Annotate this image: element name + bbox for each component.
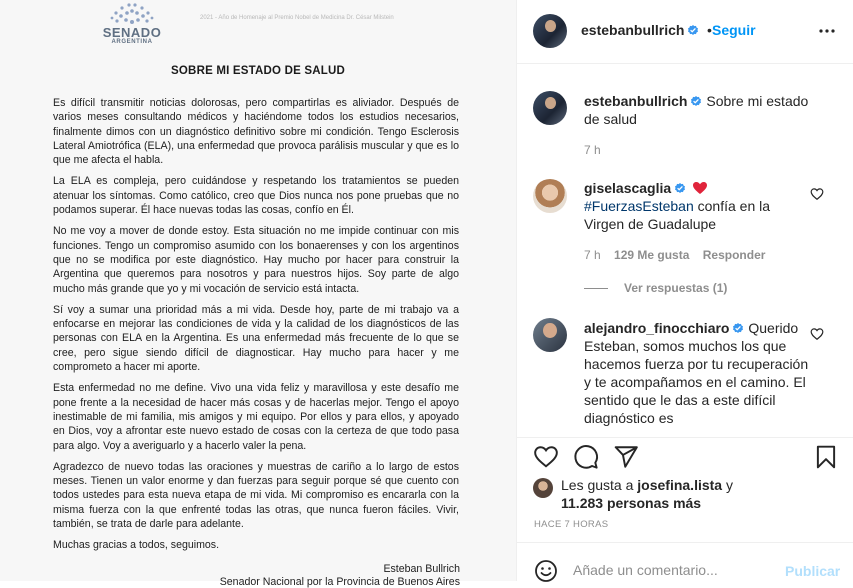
comment-username[interactable]: giselascaglia [584, 180, 672, 196]
avatar[interactable] [533, 179, 567, 213]
comments-list[interactable] [517, 65, 853, 437]
header-separator: • [707, 22, 712, 38]
caption-username[interactable]: estebanbullrich [584, 93, 688, 109]
comment-body: confía en la Virgen de Guadalupe [584, 198, 771, 232]
verified-badge-icon [732, 322, 744, 334]
post-header [517, 0, 853, 64]
likes-middle: y [722, 477, 733, 493]
header-user [581, 22, 699, 38]
post-time[interactable]: HACE 7 HORAS [534, 519, 609, 530]
caption-text [584, 92, 814, 128]
like-heart-icon[interactable] [533, 444, 559, 470]
view-replies-button[interactable] [584, 281, 727, 295]
view-replies-label: Ver respuestas (1) [624, 281, 728, 295]
likes-user[interactable]: josefina.lista [637, 477, 723, 493]
document-motto: 2021 - Año de Homenaje al Premio Nobel de Medicina Dr. César Milstein [200, 15, 394, 21]
document-body [53, 96, 459, 560]
comment-text [584, 319, 814, 427]
red-heart-emoji-icon [692, 181, 708, 195]
avatar[interactable] [533, 14, 567, 48]
caption-meta [584, 143, 611, 157]
document-paragraph: La ELA es compleja, pero cuidándose y respetando los tratamientos se pueden atenuar los síntomas. Como católico, creo que Dios nunca nos pone pruebas que no podamos superar. Él hace nuevas todas las cosas, confío en Él. [53, 175, 459, 217]
post-actions [517, 437, 853, 475]
senado-emblem-icon [108, 2, 156, 26]
document-title: SOBRE MI ESTADO DE SALUD [171, 65, 345, 77]
document-paragraph: Sí voy a sumar una prioridad más a mi vida. Desde hoy, parte de mi trabajo va a enfocarse en mejorar las condiciones de vida y la calidad de los diagnósticos de las personas con ELA en la Argentina. Es una enfermedad más frecuente de lo que se cree, pero sigue siendo difícil de diagnosticar. Hay mucho para hacer y me comprometo a hacer mi aporte. [53, 303, 459, 374]
verified-badge-icon [690, 95, 702, 107]
post-panel [516, 0, 852, 581]
avatar[interactable] [533, 318, 567, 352]
header-username[interactable]: estebanbullrich [581, 22, 685, 38]
verified-badge-icon [674, 182, 686, 194]
comment-meta [584, 248, 775, 262]
comment-text [584, 179, 814, 233]
comment-hashtag[interactable]: #FuerzasEsteban [584, 198, 694, 214]
comment-username[interactable]: alejandro_finocchiaro [584, 320, 730, 336]
follow-button[interactable]: Seguir [712, 22, 756, 38]
comment-time[interactable]: 7 h [584, 248, 601, 262]
document-header [0, 0, 516, 50]
document-signature: Esteban Bullrich [383, 563, 460, 575]
more-options-icon[interactable] [817, 22, 837, 40]
avatar[interactable] [533, 478, 553, 498]
publish-button[interactable]: Publicar [785, 563, 841, 579]
document-signature-title: Senador Nacional por la Provincia de Buenos Aires [219, 576, 460, 588]
caption-time[interactable]: 7 h [584, 143, 601, 157]
replies-divider [584, 288, 608, 289]
document-paragraph: Agradezco de nuevo todas las oraciones y muestras de cariño a lo largo de estos meses. Tienen un valor enorme y dan fuerzas para seguir porque sé que cuento con todos ustedes para esta nueva etapa de mi vida. Mi compromiso es encararla con la misma fuerza con la que enfrenté todas las otras, que nunca fueron fáciles. Vivir, también, se trata de darle para adelante. [53, 460, 459, 531]
comment-likes[interactable]: 129 Me gusta [614, 248, 690, 262]
save-bookmark-icon[interactable] [813, 444, 839, 470]
document-paragraph: Es difícil transmitir noticias dolorosas, pero compartirlas es aliviador. Después de varios meses consultando médicos y haciéndome todos los estudios necesarios, finalmente dimos con un diagnóstico definitivo sobre mi condición. Tengo Esclerosis Lateral Amiotrófica (ELA), una enfermedad que provoca parálisis muscular y que es lo que me afecta el habla. [53, 97, 459, 167]
senado-logo-name: SENADO [102, 25, 162, 40]
reply-button[interactable]: Responder [702, 248, 766, 262]
document-paragraph: Muchas gracias a todos, seguimos. [53, 539, 220, 552]
comment-input[interactable] [573, 557, 773, 583]
senado-logo [100, 2, 164, 48]
likes-line-1 [561, 476, 851, 494]
comment-bubble-icon[interactable] [573, 444, 599, 470]
comment-body: Querido Esteban, somos muchos los que hacemos fuerza por tu recuperación y te acompañamos en el camino. El sentido que le das a este difícil diagnóstico es [584, 320, 809, 426]
emoji-icon[interactable] [534, 559, 558, 583]
likes-prefix: Les gusta a [561, 477, 638, 493]
share-send-icon[interactable] [613, 444, 639, 470]
document-paragraph: Esta enfermedad no me define. Vivo una vida feliz y maravillosa y este desafío me pone frente a la necesidad de hacer más cosas y de hacerlas mejor. Tengo el apoyo inestimable de mi familia, mis amigos y mi equipo. Por ellos y para ellos, y apoyado en Dios, voy a afrontar este nuevo estado de cosas con la certeza de que todo pasa para algo. Voy a averiguarlo y a hacerlo valer la pena. [53, 382, 459, 452]
comment-like-icon[interactable] [810, 187, 824, 201]
verified-badge-icon [687, 24, 699, 36]
caption-body: Sobre mi estado de salud [584, 93, 809, 127]
comment-like-icon[interactable] [810, 327, 824, 341]
add-comment-bar [517, 542, 853, 581]
avatar[interactable] [533, 91, 567, 125]
likes-others[interactable]: 11.283 personas más [561, 495, 702, 511]
document-paragraph: No me voy a mover de donde estoy. Esta situación no me impide continuar con mis funciones. Tengo un compromiso asumido con los bonaerenses y con los argentinos que no se modifica por este diagnóstico. Hay mucho por hacer para construir la Argentina que queremos para nosotros y para nuestros hijos. Soy parte de algo mucho más grande que yo y mi vocación de servicio está intacta. [53, 225, 459, 295]
senado-logo-country: ARGENTINA [111, 39, 153, 45]
